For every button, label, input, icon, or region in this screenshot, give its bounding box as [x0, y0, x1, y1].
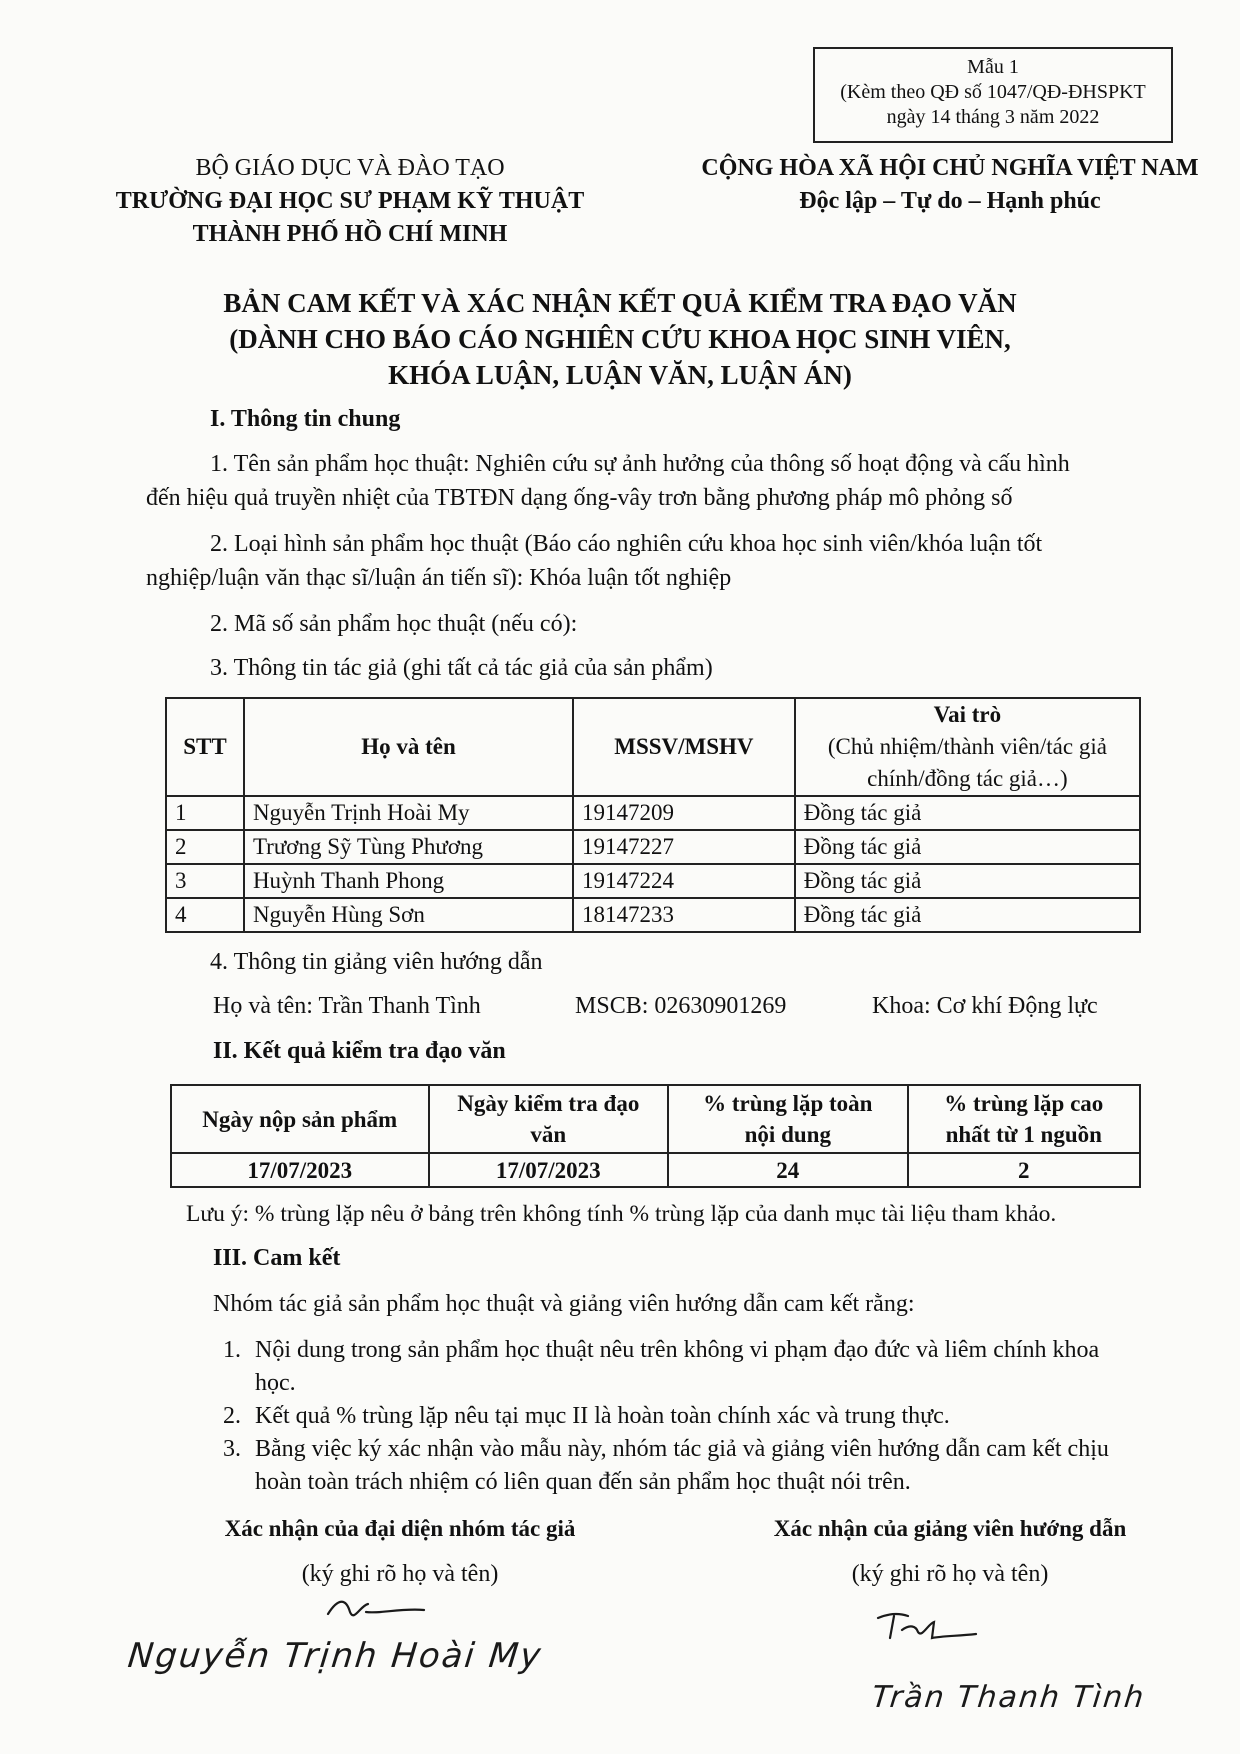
authors-table	[165, 697, 1141, 933]
col-total-percent-line-1: % trùng lặp toàn	[703, 1091, 873, 1116]
product-name-line-2: đến hiệu quả truyền nhiệt của TBTĐN dạng ống-vây trơn bằng phương pháp mô phỏng số	[146, 485, 1013, 511]
plagiarism-table	[170, 1084, 1141, 1188]
advisor-name: Họ và tên: Trần Thanh Tình	[213, 993, 481, 1019]
total-percent-value: 24	[668, 1153, 907, 1187]
form-decision-ref: (Kèm theo QĐ số 1047/QĐ-ĐHSPKT	[840, 81, 1146, 103]
col-max-source-line-2: nhất từ 1 nguồn	[945, 1122, 1102, 1147]
advisor-confirmation-title: Xác nhận của giảng viên hướng dẫn	[773, 1516, 1127, 1541]
national-title: CỘNG HÒA XÃ HỘI CHỦ NGHĨA VIỆT NAM	[701, 155, 1199, 181]
title-line-1: BẢN CAM KẾT VÀ XÁC NHẬN KẾT QUẢ KIỂM TRA ĐẠO VĂN	[223, 288, 1017, 318]
product-type-line-2: nghiệp/luận văn thạc sĩ/luận án tiến sĩ): Khóa luận tốt nghiệp	[146, 565, 732, 591]
row-name: Trương Sỹ Tùng Phương	[244, 830, 573, 864]
col-max-source-percent	[908, 1085, 1141, 1153]
col-check-date	[429, 1085, 669, 1153]
form-reference-box	[813, 47, 1173, 143]
max-source-percent-value: 2	[908, 1153, 1141, 1187]
table-row	[166, 830, 1140, 864]
col-student-id: MSSV/MSHV	[573, 698, 795, 796]
university-name: TRƯỜNG ĐẠI HỌC SƯ PHẠM KỸ THUẬT	[115, 188, 585, 214]
table-row	[166, 864, 1140, 898]
advisor-info-label: 4. Thông tin giảng viên hướng dẫn	[210, 949, 543, 975]
advisor-signature-note: (ký ghi rõ họ và tên)	[851, 1561, 1049, 1587]
row-role: Đồng tác giả	[795, 898, 1140, 932]
commitment-item: 2. Kết quả % trùng lặp nêu tại mục II là hoàn toàn chính xác và trung thực.	[247, 1400, 1133, 1433]
plagiarism-note: Lưu ý: % trùng lặp nêu ở bảng trên không tính % trùng lặp của danh mục tài liệu tham khảo.	[186, 1201, 1057, 1227]
row-name: Nguyễn Trịnh Hoài My	[244, 796, 573, 830]
row-stt: 1	[166, 796, 244, 830]
title-line-2: (DÀNH CHO BÁO CÁO NGHIÊN CỨU KHOA HỌC SINH VIÊN,	[229, 324, 1011, 354]
row-stt: 4	[166, 898, 244, 932]
university-city: THÀNH PHỐ HỒ CHÍ MINH	[192, 221, 508, 247]
advisor-staff-id: MSCB: 02630901269	[575, 993, 787, 1019]
plagiarism-table-header	[171, 1085, 1140, 1153]
row-name: Nguyễn Hùng Sơn	[244, 898, 573, 932]
row-id: 19147209	[573, 796, 795, 830]
col-check-date-line-2: văn	[530, 1122, 567, 1147]
section-1-heading: I. Thông tin chung	[210, 406, 401, 432]
table-row	[166, 898, 1140, 932]
col-total-percent	[668, 1085, 907, 1153]
row-name: Huỳnh Thanh Phong	[244, 864, 573, 898]
section-3-heading: III. Cam kết	[213, 1245, 341, 1271]
col-role	[795, 698, 1140, 796]
row-id: 19147224	[573, 864, 795, 898]
authors-info-label: 3. Thông tin tác giả (ghi tất cả tác giả của sản phẩm)	[210, 655, 713, 681]
product-type-line-1: 2. Loại hình sản phẩm học thuật (Báo cáo nghiên cứu khoa học sinh viên/khóa luận tốt	[210, 531, 1043, 557]
national-motto: Độc lập – Tự do – Hạnh phúc	[799, 188, 1101, 214]
col-role-sub-2: chính/đồng tác giả…)	[867, 766, 1068, 791]
product-name-line-1: 1. Tên sản phẩm học thuật: Nghiên cứu sự ảnh hưởng của thông số hoạt động và cấu hình	[210, 451, 1070, 477]
ministry-header	[100, 152, 600, 251]
author-confirmation-title: Xác nhận của đại diện nhóm tác giả	[224, 1516, 576, 1541]
col-name: Họ và tên	[244, 698, 573, 796]
submit-date-value: 17/07/2023	[171, 1153, 429, 1187]
commitment-list	[213, 1334, 1133, 1499]
commitment-item: 1. Nội dung trong sản phẩm học thuật nêu trên không vi phạm đạo đức và liêm chính khoa học.	[247, 1334, 1133, 1400]
col-stt: STT	[166, 698, 244, 796]
title-line-3: KHÓA LUẬN, LUẬN VĂN, LUẬN ÁN)	[388, 360, 852, 390]
product-code: 2. Mã số sản phẩm học thuật (nếu có):	[210, 611, 578, 637]
row-stt: 2	[166, 830, 244, 864]
row-stt: 3	[166, 864, 244, 898]
author-signature-note: (ký ghi rõ họ và tên)	[301, 1561, 499, 1587]
row-role: Đồng tác giả	[795, 796, 1140, 830]
row-role: Đồng tác giả	[795, 830, 1140, 864]
advisor-handwritten-name: Trần Thanh Tình	[870, 1680, 1148, 1715]
row-role: Đồng tác giả	[795, 864, 1140, 898]
advisor-signature-icon	[872, 1608, 982, 1644]
col-check-date-line-1: Ngày kiểm tra đạo	[457, 1091, 640, 1116]
national-header	[670, 152, 1230, 218]
table-row	[171, 1153, 1140, 1187]
col-total-percent-line-2: nội dung	[744, 1122, 831, 1147]
form-decision-date: ngày 14 tháng 3 năm 2022	[886, 106, 1100, 128]
author-handwritten-name: Nguyễn Trịnh Hoài My	[125, 1636, 545, 1676]
row-id: 18147233	[573, 898, 795, 932]
row-id: 19147227	[573, 830, 795, 864]
table-row	[166, 796, 1140, 830]
commitment-item: 3. Bằng việc ký xác nhận vào mẫu này, nhóm tác giả và giảng viên hướng dẫn cam kết chịu hoàn toàn trách nhiệm có liên quan đến sản phẩm học thuật nói trên.	[247, 1433, 1133, 1499]
form-label: Mẫu 1	[967, 56, 1019, 78]
author-signature-icon	[320, 1592, 430, 1628]
commitment-intro: Nhóm tác giả sản phẩm học thuật và giảng viên hướng dẫn cam kết rằng:	[213, 1291, 915, 1317]
ministry-name: BỘ GIÁO DỤC VÀ ĐÀO TẠO	[195, 155, 505, 181]
col-role-title: Vai trò	[933, 702, 1002, 727]
authors-table-header	[166, 698, 1140, 796]
col-submit-date: Ngày nộp sản phẩm	[171, 1085, 429, 1153]
check-date-value: 17/07/2023	[429, 1153, 669, 1187]
document-title	[90, 285, 1150, 393]
section-2-heading: II. Kết quả kiểm tra đạo văn	[213, 1038, 506, 1064]
advisor-faculty: Khoa: Cơ khí Động lực	[872, 993, 1098, 1019]
col-role-sub-1: (Chủ nhiệm/thành viên/tác giả	[827, 734, 1107, 759]
col-max-source-line-1: % trùng lặp cao	[944, 1091, 1104, 1116]
